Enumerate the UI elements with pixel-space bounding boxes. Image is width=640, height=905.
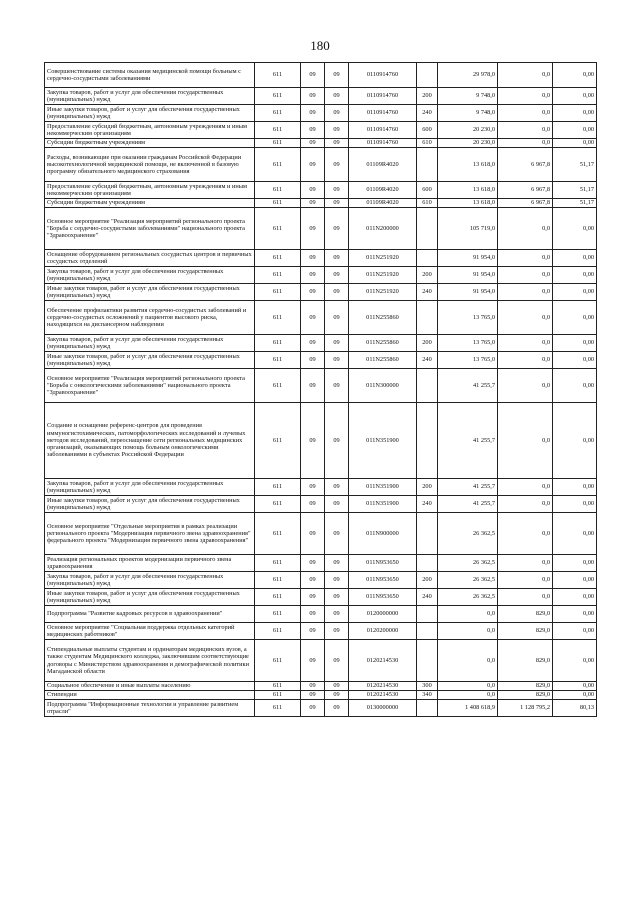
subsection-code: 09	[325, 700, 349, 717]
row-name: Основное мероприятие "Реализация мероприятий регионального проекта "Борьба с онкологическими заболеваниями" национального проекта "Здравоохранение"	[45, 369, 255, 403]
row-name: Основное мероприятие "Социальная поддержка отдельных категорий медицинских работников"	[45, 623, 255, 640]
expense-type-code: 340	[417, 691, 438, 700]
page-number: 180	[310, 38, 330, 53]
expense-type-code	[417, 555, 438, 572]
expense-type-code: 600	[417, 122, 438, 139]
execution-percent: 0,00	[553, 122, 597, 139]
expense-type-code	[417, 208, 438, 250]
expense-type-code: 200	[417, 267, 438, 284]
execution-percent: 0,00	[553, 284, 597, 301]
planned-amount: 41 255,7	[438, 403, 498, 479]
executed-amount: 0,0	[498, 572, 553, 589]
planned-amount: 0,0	[438, 640, 498, 682]
subsection-code: 09	[325, 623, 349, 640]
planned-amount: 91 954,0	[438, 267, 498, 284]
table-row	[45, 606, 597, 623]
executed-amount: 0,0	[498, 284, 553, 301]
target-article-code: 011N953650	[349, 572, 417, 589]
section-code: 09	[301, 555, 325, 572]
expense-type-code: 610	[417, 139, 438, 148]
table-row	[45, 199, 597, 208]
table-row	[45, 267, 597, 284]
executed-amount: 0,0	[498, 105, 553, 122]
planned-amount: 26 362,5	[438, 555, 498, 572]
row-name: Стипендии	[45, 691, 255, 700]
ministry-code: 611	[255, 88, 301, 105]
subsection-code: 09	[325, 148, 349, 182]
execution-percent: 0,00	[553, 105, 597, 122]
target-article-code: 011N251920	[349, 267, 417, 284]
execution-percent: 0,00	[553, 88, 597, 105]
execution-percent: 0,00	[553, 208, 597, 250]
planned-amount: 13 618,0	[438, 199, 498, 208]
ministry-code: 611	[255, 623, 301, 640]
executed-amount: 829,0	[498, 691, 553, 700]
target-article-code: 0130000000	[349, 700, 417, 717]
execution-percent: 0,00	[553, 63, 597, 88]
ministry-code: 611	[255, 369, 301, 403]
target-article-code: 0110914760	[349, 105, 417, 122]
planned-amount: 13 618,0	[438, 182, 498, 199]
expense-type-code	[417, 148, 438, 182]
ministry-code: 611	[255, 496, 301, 513]
row-name: Создание и оснащение референс-центров для проведения иммуногистохимических, патоморфологических исследований и лучевых методов исследований, переоснащение сети региональных медицинских организаций, оказывающих помощь больным онкологическими заболеваниями в субъектах Российской Федерации	[45, 403, 255, 479]
table-row	[45, 208, 597, 250]
target-article-code: 011N953650	[349, 555, 417, 572]
target-article-code: 0120200000	[349, 623, 417, 640]
executed-amount: 829,0	[498, 623, 553, 640]
subsection-code: 09	[325, 105, 349, 122]
subsection-code: 09	[325, 572, 349, 589]
section-code: 09	[301, 403, 325, 479]
row-name: Предоставление субсидий бюджетным, автономным учреждениям и иным некоммерческим организациям	[45, 182, 255, 199]
row-name: Социальное обеспечение и иные выплаты населению	[45, 682, 255, 691]
table-row	[45, 700, 597, 717]
execution-percent: 0,00	[553, 623, 597, 640]
executed-amount: 0,0	[498, 335, 553, 352]
execution-percent: 51,17	[553, 199, 597, 208]
target-article-code: 011N300000	[349, 369, 417, 403]
execution-percent: 0,00	[553, 352, 597, 369]
ministry-code: 611	[255, 691, 301, 700]
ministry-code: 611	[255, 606, 301, 623]
section-code: 09	[301, 369, 325, 403]
execution-percent: 51,17	[553, 182, 597, 199]
table-row	[45, 691, 597, 700]
target-article-code: 011N251920	[349, 284, 417, 301]
target-article-code: 011N900000	[349, 513, 417, 555]
table-row	[45, 555, 597, 572]
planned-amount: 13 765,0	[438, 335, 498, 352]
table-row	[45, 63, 597, 88]
expense-type-code	[417, 369, 438, 403]
section-code: 09	[301, 496, 325, 513]
executed-amount: 0,0	[498, 479, 553, 496]
subsection-code: 09	[325, 403, 349, 479]
table-row	[45, 122, 597, 139]
executed-amount: 0,0	[498, 250, 553, 267]
section-code: 09	[301, 352, 325, 369]
subsection-code: 09	[325, 267, 349, 284]
subsection-code: 09	[325, 479, 349, 496]
expense-type-code: 240	[417, 352, 438, 369]
section-code: 09	[301, 139, 325, 148]
row-name: Закупка товаров, работ и услуг для обеспечения государственных (муниципальных) нужд	[45, 267, 255, 284]
ministry-code: 611	[255, 63, 301, 88]
expense-type-code: 240	[417, 589, 438, 606]
executed-amount: 0,0	[498, 496, 553, 513]
ministry-code: 611	[255, 513, 301, 555]
section-code: 09	[301, 640, 325, 682]
target-article-code: 011N255860	[349, 352, 417, 369]
section-code: 09	[301, 122, 325, 139]
row-name: Закупка товаров, работ и услуг для обеспечения государственных (муниципальных) нужд	[45, 572, 255, 589]
subsection-code: 09	[325, 682, 349, 691]
row-name: Иные закупки товаров, работ и услуг для обеспечения государственных (муниципальных) нужд	[45, 105, 255, 122]
subsection-code: 09	[325, 335, 349, 352]
execution-percent: 0,00	[553, 682, 597, 691]
executed-amount: 6 967,8	[498, 148, 553, 182]
target-article-code: 01109R4020	[349, 199, 417, 208]
subsection-code: 09	[325, 513, 349, 555]
subsection-code: 09	[325, 691, 349, 700]
execution-percent: 0,00	[553, 513, 597, 555]
planned-amount: 41 255,7	[438, 479, 498, 496]
expense-type-code: 200	[417, 335, 438, 352]
section-code: 09	[301, 691, 325, 700]
expense-type-code: 240	[417, 105, 438, 122]
ministry-code: 611	[255, 682, 301, 691]
planned-amount: 9 748,0	[438, 88, 498, 105]
row-name: Реализация региональных проектов модернизации первичного звена здравоохранения	[45, 555, 255, 572]
execution-percent: 0,00	[553, 589, 597, 606]
ministry-code: 611	[255, 589, 301, 606]
execution-percent: 0,00	[553, 139, 597, 148]
section-code: 09	[301, 199, 325, 208]
target-article-code: 011N200000	[349, 208, 417, 250]
planned-amount: 41 255,7	[438, 496, 498, 513]
planned-amount: 20 230,0	[438, 122, 498, 139]
ministry-code: 611	[255, 352, 301, 369]
planned-amount: 9 748,0	[438, 105, 498, 122]
ministry-code: 611	[255, 479, 301, 496]
row-name: Закупка товаров, работ и услуг для обеспечения государственных (муниципальных) нужд	[45, 335, 255, 352]
row-name: Субсидии бюджетным учреждениям	[45, 139, 255, 148]
target-article-code: 0120000000	[349, 606, 417, 623]
section-code: 09	[301, 88, 325, 105]
ministry-code: 611	[255, 122, 301, 139]
ministry-code: 611	[255, 267, 301, 284]
executed-amount: 0,0	[498, 352, 553, 369]
subsection-code: 09	[325, 301, 349, 335]
section-code: 09	[301, 284, 325, 301]
table-row	[45, 369, 597, 403]
target-article-code: 0120214530	[349, 691, 417, 700]
target-article-code: 0120214530	[349, 682, 417, 691]
target-article-code: 011N953650	[349, 589, 417, 606]
ministry-code: 611	[255, 139, 301, 148]
executed-amount: 0,0	[498, 267, 553, 284]
ministry-code: 611	[255, 555, 301, 572]
target-article-code: 0110914760	[349, 139, 417, 148]
ministry-code: 611	[255, 403, 301, 479]
row-name: Основное мероприятие "Отдельные мероприятия в рамках реализации регионального проекта "Модернизация первичного звена здравоохранения" федерального проекта "Модернизация первичного звена здравоохранения"	[45, 513, 255, 555]
section-code: 09	[301, 572, 325, 589]
table-row	[45, 139, 597, 148]
executed-amount: 0,0	[498, 513, 553, 555]
expense-type-code	[417, 250, 438, 267]
executed-amount: 0,0	[498, 208, 553, 250]
subsection-code: 09	[325, 555, 349, 572]
expense-type-code	[417, 301, 438, 335]
executed-amount: 0,0	[498, 555, 553, 572]
ministry-code: 611	[255, 335, 301, 352]
subsection-code: 09	[325, 496, 349, 513]
executed-amount: 0,0	[498, 63, 553, 88]
planned-amount: 26 362,5	[438, 513, 498, 555]
execution-percent: 0,00	[553, 403, 597, 479]
row-name: Оснащение оборудованием региональных сосудистых центров и первичных сосудистых отделений	[45, 250, 255, 267]
subsection-code: 09	[325, 182, 349, 199]
row-name: Основное мероприятие "Реализация мероприятий регионального проекта "Борьба с сердечно-сосудистыми заболеваниями" национального проекта "Здравоохранение"	[45, 208, 255, 250]
target-article-code: 011N255860	[349, 301, 417, 335]
row-name: Подпрограмма "Развитие кадровых ресурсов в здравоохранении"	[45, 606, 255, 623]
section-code: 09	[301, 589, 325, 606]
table-row	[45, 250, 597, 267]
section-code: 09	[301, 301, 325, 335]
planned-amount: 1 408 618,9	[438, 700, 498, 717]
ministry-code: 611	[255, 250, 301, 267]
subsection-code: 09	[325, 284, 349, 301]
execution-percent: 0,00	[553, 640, 597, 682]
execution-percent: 0,00	[553, 572, 597, 589]
expense-type-code: 240	[417, 284, 438, 301]
planned-amount: 0,0	[438, 691, 498, 700]
executed-amount: 829,0	[498, 682, 553, 691]
row-name: Расходы, возникающие при оказании гражданам Российской Федерации высокотехнологичной медицинской помощи, не включенной в базовую программу обязательного медицинского страхования	[45, 148, 255, 182]
planned-amount: 26 362,5	[438, 589, 498, 606]
subsection-code: 09	[325, 369, 349, 403]
target-article-code: 011N351900	[349, 403, 417, 479]
ministry-code: 611	[255, 301, 301, 335]
row-name: Стипендиальные выплаты студентам и ординаторам медицинских вузов, а также студентам Медицинского колледжа, заключившим соответствующие договоры с Министерством здравоохранения и демографической политики Магаданской области	[45, 640, 255, 682]
table-row	[45, 335, 597, 352]
expense-type-code: 200	[417, 88, 438, 105]
subsection-code: 09	[325, 208, 349, 250]
section-code: 09	[301, 63, 325, 88]
target-article-code: 0120214530	[349, 640, 417, 682]
row-name: Иные закупки товаров, работ и услуг для обеспечения государственных (муниципальных) нужд	[45, 589, 255, 606]
row-name: Закупка товаров, работ и услуг для обеспечения государственных (муниципальных) нужд	[45, 88, 255, 105]
table-row	[45, 88, 597, 105]
executed-amount: 1 128 795,2	[498, 700, 553, 717]
section-code: 09	[301, 105, 325, 122]
expense-type-code: 300	[417, 682, 438, 691]
ministry-code: 611	[255, 700, 301, 717]
table-row	[45, 572, 597, 589]
ministry-code: 611	[255, 284, 301, 301]
subsection-code: 09	[325, 250, 349, 267]
planned-amount: 41 255,7	[438, 369, 498, 403]
table-row	[45, 640, 597, 682]
table-row	[45, 513, 597, 555]
execution-percent: 0,00	[553, 479, 597, 496]
expense-type-code	[417, 640, 438, 682]
expense-type-code	[417, 403, 438, 479]
executed-amount: 0,0	[498, 139, 553, 148]
section-code: 09	[301, 182, 325, 199]
expense-type-code: 600	[417, 182, 438, 199]
table-row	[45, 182, 597, 199]
planned-amount: 0,0	[438, 682, 498, 691]
row-name: Совершенствование системы оказания медицинской помощи больным с сердечно-сосудистыми заболеваниями	[45, 63, 255, 88]
table-row	[45, 623, 597, 640]
subsection-code: 09	[325, 589, 349, 606]
row-name: Подпрограмма "Информационные технологии и управление развитием отрасли"	[45, 700, 255, 717]
executed-amount: 829,0	[498, 640, 553, 682]
table-row	[45, 682, 597, 691]
planned-amount: 0,0	[438, 623, 498, 640]
section-code: 09	[301, 682, 325, 691]
planned-amount: 13 618,0	[438, 148, 498, 182]
planned-amount: 0,0	[438, 606, 498, 623]
row-name: Обеспечение профилактики развития сердечно-сосудистых заболеваний и сердечно-сосудистых осложнений у пациентов высокого риска, находящихся на диспансерном наблюдении	[45, 301, 255, 335]
planned-amount: 91 954,0	[438, 250, 498, 267]
target-article-code: 0110914760	[349, 88, 417, 105]
target-article-code: 0110914760	[349, 122, 417, 139]
section-code: 09	[301, 479, 325, 496]
table-row	[45, 403, 597, 479]
expense-type-code	[417, 63, 438, 88]
execution-percent: 0,00	[553, 496, 597, 513]
section-code: 09	[301, 623, 325, 640]
planned-amount: 29 978,0	[438, 63, 498, 88]
subsection-code: 09	[325, 606, 349, 623]
expense-type-code: 200	[417, 572, 438, 589]
section-code: 09	[301, 335, 325, 352]
row-name: Иные закупки товаров, работ и услуг для обеспечения государственных (муниципальных) нужд	[45, 284, 255, 301]
executed-amount: 0,0	[498, 589, 553, 606]
planned-amount: 13 765,0	[438, 352, 498, 369]
expense-type-code: 200	[417, 479, 438, 496]
ministry-code: 611	[255, 199, 301, 208]
section-code: 09	[301, 700, 325, 717]
expense-type-code	[417, 606, 438, 623]
section-code: 09	[301, 148, 325, 182]
execution-percent: 0,00	[553, 606, 597, 623]
expense-type-code	[417, 700, 438, 717]
subsection-code: 09	[325, 63, 349, 88]
table-row	[45, 352, 597, 369]
budget-table	[44, 62, 597, 717]
table-row	[45, 301, 597, 335]
target-article-code: 011N251920	[349, 250, 417, 267]
section-code: 09	[301, 606, 325, 623]
target-article-code: 011N351900	[349, 496, 417, 513]
subsection-code: 09	[325, 352, 349, 369]
section-code: 09	[301, 250, 325, 267]
subsection-code: 09	[325, 139, 349, 148]
executed-amount: 0,0	[498, 403, 553, 479]
section-code: 09	[301, 208, 325, 250]
target-article-code: 01109R4020	[349, 182, 417, 199]
table-row	[45, 589, 597, 606]
target-article-code: 011N351900	[349, 479, 417, 496]
execution-percent: 80,13	[553, 700, 597, 717]
executed-amount: 0,0	[498, 369, 553, 403]
executed-amount: 0,0	[498, 88, 553, 105]
target-article-code: 011N255860	[349, 335, 417, 352]
ministry-code: 611	[255, 572, 301, 589]
planned-amount: 20 230,0	[438, 139, 498, 148]
planned-amount: 105 719,0	[438, 208, 498, 250]
execution-percent: 0,00	[553, 369, 597, 403]
row-name: Субсидии бюджетным учреждениям	[45, 199, 255, 208]
subsection-code: 09	[325, 199, 349, 208]
ministry-code: 611	[255, 148, 301, 182]
executed-amount: 829,0	[498, 606, 553, 623]
subsection-code: 09	[325, 122, 349, 139]
execution-percent: 0,00	[553, 691, 597, 700]
executed-amount: 0,0	[498, 301, 553, 335]
planned-amount: 13 765,0	[438, 301, 498, 335]
execution-percent: 0,00	[553, 267, 597, 284]
subsection-code: 09	[325, 88, 349, 105]
table-row	[45, 284, 597, 301]
row-name: Иные закупки товаров, работ и услуг для обеспечения государственных (муниципальных) нужд	[45, 352, 255, 369]
execution-percent: 0,00	[553, 301, 597, 335]
planned-amount: 26 362,5	[438, 572, 498, 589]
executed-amount: 6 967,8	[498, 182, 553, 199]
planned-amount: 91 954,0	[438, 284, 498, 301]
expense-type-code: 240	[417, 496, 438, 513]
row-name: Закупка товаров, работ и услуг для обеспечения государственных (муниципальных) нужд	[45, 479, 255, 496]
section-code: 09	[301, 513, 325, 555]
target-article-code: 0110914760	[349, 63, 417, 88]
target-article-code: 01109R4020	[349, 148, 417, 182]
expense-type-code	[417, 623, 438, 640]
table-row	[45, 105, 597, 122]
ministry-code: 611	[255, 208, 301, 250]
execution-percent: 0,00	[553, 335, 597, 352]
execution-percent: 0,00	[553, 250, 597, 267]
row-name: Предоставление субсидий бюджетным, автономным учреждениям и иным некоммерческим организациям	[45, 122, 255, 139]
ministry-code: 611	[255, 640, 301, 682]
ministry-code: 611	[255, 105, 301, 122]
table-row	[45, 479, 597, 496]
execution-percent: 51,17	[553, 148, 597, 182]
ministry-code: 611	[255, 182, 301, 199]
section-code: 09	[301, 267, 325, 284]
expense-type-code	[417, 513, 438, 555]
executed-amount: 0,0	[498, 122, 553, 139]
subsection-code: 09	[325, 640, 349, 682]
table-row	[45, 148, 597, 182]
execution-percent: 0,00	[553, 555, 597, 572]
executed-amount: 6 967,8	[498, 199, 553, 208]
table-row	[45, 496, 597, 513]
expense-type-code: 610	[417, 199, 438, 208]
row-name: Иные закупки товаров, работ и услуг для обеспечения государственных (муниципальных) нужд	[45, 496, 255, 513]
